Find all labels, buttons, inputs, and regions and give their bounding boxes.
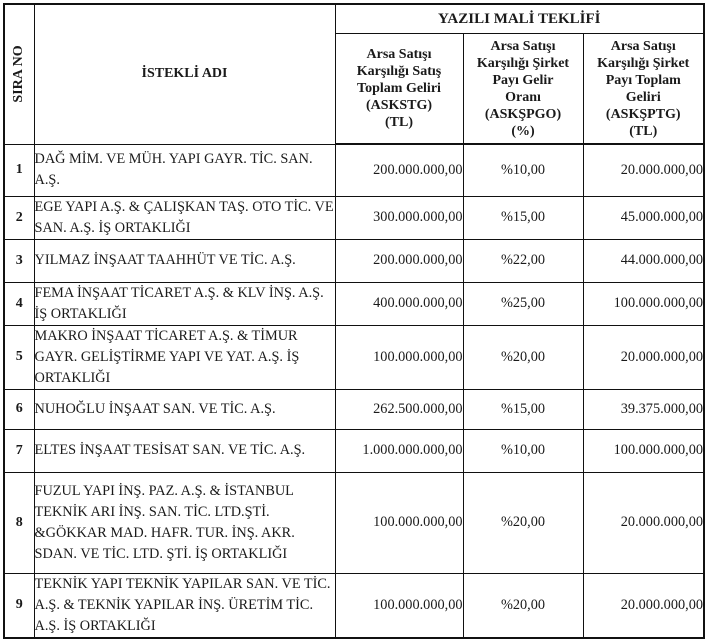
askstg-value: 1.000.000.000,00 [335, 429, 463, 472]
row-number: 9 [4, 573, 34, 638]
askspgo-value: %20,00 [463, 573, 583, 638]
table-row [4, 573, 704, 638]
row-number: 5 [4, 325, 34, 389]
row-number: 6 [4, 389, 34, 429]
row-number: 1 [4, 144, 34, 196]
table-body [4, 144, 704, 638]
table-row [4, 389, 704, 429]
row-number: 8 [4, 472, 34, 573]
bidder-name: YILMAZ İNŞAAT TAAHHÜT VE TİC. A.Ş. [34, 239, 335, 282]
askspgo-value: %10,00 [463, 429, 583, 472]
askstg-value: 100.000.000,00 [335, 325, 463, 389]
table-row [4, 196, 704, 239]
askptg-value: 20.000.000,00 [583, 472, 704, 573]
table-row [4, 144, 704, 196]
header-askspgo-line: Arsa Satışı [490, 38, 556, 54]
header-askstg [335, 34, 463, 145]
header-askspgo [463, 34, 583, 145]
table-row [4, 325, 704, 389]
askptg-value: 20.000.000,00 [583, 325, 704, 389]
table-row [4, 282, 704, 325]
header-askstg-line: (ASKSTG) [365, 98, 433, 113]
row-number: 3 [4, 239, 34, 282]
askstg-value: 200.000.000,00 [335, 144, 463, 196]
row-number: 7 [4, 429, 34, 472]
header-askptg-line: Payı Toplam [605, 72, 681, 88]
askspgo-value: %20,00 [463, 472, 583, 573]
header-sira-no [4, 4, 34, 144]
askptg-value: 39.375.000,00 [583, 389, 704, 429]
askptg-value: 100.000.000,00 [583, 282, 704, 325]
header-askptg-line: (TL) [629, 123, 658, 139]
askstg-value: 100.000.000,00 [335, 573, 463, 638]
header-askstg-line: Toplam Geliri [357, 81, 441, 96]
header-askptg-line: Arsa Satışı [610, 38, 676, 54]
header-askspgo-line: Karşılığı Şirket [476, 55, 570, 71]
bidder-name: TEKNİK YAPI TEKNİK YAPILAR SAN. VE TİC. A.Ş. & TEKNİK YAPILAR İNŞ. ÜRETİM TİC. A.Ş. İŞ ORTAKLIĞI [34, 573, 335, 638]
header-sira-no-label: SIRA NO [11, 45, 27, 103]
table-row [4, 429, 704, 472]
header-askspgo-line: Payı Gelir [492, 72, 554, 88]
askstg-value: 400.000.000,00 [335, 282, 463, 325]
bidder-name: DAĞ MİM. VE MÜH. YAPI GAYR. TİC. SAN. A.Ş. [34, 144, 335, 196]
header-askptg [583, 34, 704, 145]
header-askstg-line: Karşılığı Satış [356, 64, 442, 79]
bidder-name: ELTES İNŞAAT TESİSAT SAN. VE TİC. A.Ş. [34, 429, 335, 472]
askptg-value: 100.000.000,00 [583, 429, 704, 472]
bidder-name: NUHOĞLU İNŞAAT SAN. VE TİC. A.Ş. [34, 389, 335, 429]
table-row [4, 239, 704, 282]
askstg-value: 300.000.000,00 [335, 196, 463, 239]
askspgo-value: %10,00 [463, 144, 583, 196]
bidder-name: MAKRO İNŞAAT TİCARET A.Ş. & TİMUR GAYR. GELİŞTİRME YAPI VE YAT. A.Ş. İŞ ORTAKLIĞI [34, 325, 335, 389]
table-header [4, 4, 704, 144]
bidder-name: FEMA İNŞAAT TİCARET A.Ş. & KLV İNŞ. A.Ş. İŞ ORTAKLIĞI [34, 282, 335, 325]
row-number: 2 [4, 196, 34, 239]
askptg-value: 44.000.000,00 [583, 239, 704, 282]
askstg-value: 200.000.000,00 [335, 239, 463, 282]
header-askspgo-line: (%) [511, 123, 535, 139]
header-yazili-mali-teklifi: YAZILI MALİ TEKLİFİ [335, 4, 704, 34]
bid-offers-table [3, 3, 705, 639]
header-row-group [4, 4, 704, 34]
header-istekli-adi: İSTEKLİ ADI [34, 4, 335, 144]
askspgo-value: %15,00 [463, 389, 583, 429]
header-askspgo-line: (ASKŞPGO) [484, 106, 562, 122]
header-askstg-line: Arsa Satışı [366, 47, 432, 62]
header-askstg-line: (TL) [385, 115, 413, 130]
askptg-value: 45.000.000,00 [583, 196, 704, 239]
askspgo-value: %22,00 [463, 239, 583, 282]
bidder-name: FUZUL YAPI İNŞ. PAZ. A.Ş. & İSTANBUL TEKNİK ARI İNŞ. SAN. TİC. LTD.ŞTİ. &GÖKKAR MAD. HAFR. TUR. İNŞ. AKR. SDAN. VE TİC. LTD. ŞTİ. İŞ ORTAKLIĞI [34, 472, 335, 573]
header-askptg-line: (ASKŞPTG) [605, 106, 681, 122]
askstg-value: 100.000.000,00 [335, 472, 463, 573]
askstg-value: 262.500.000,00 [335, 389, 463, 429]
bidder-name: EGE YAPI A.Ş. & ÇALIŞKAN TAŞ. OTO TİC. VE SAN. A.Ş. İŞ ORTAKLIĞI [34, 196, 335, 239]
header-askptg-line: Karşılığı Şirket [597, 55, 690, 71]
header-askspgo-line: Oranı [505, 89, 541, 105]
askptg-value: 20.000.000,00 [583, 144, 704, 196]
table-row [4, 472, 704, 573]
askspgo-value: %15,00 [463, 196, 583, 239]
askspgo-value: %25,00 [463, 282, 583, 325]
row-number: 4 [4, 282, 34, 325]
askptg-value: 20.000.000,00 [583, 573, 704, 638]
header-askptg-line: Geliri [625, 89, 661, 105]
askspgo-value: %20,00 [463, 325, 583, 389]
